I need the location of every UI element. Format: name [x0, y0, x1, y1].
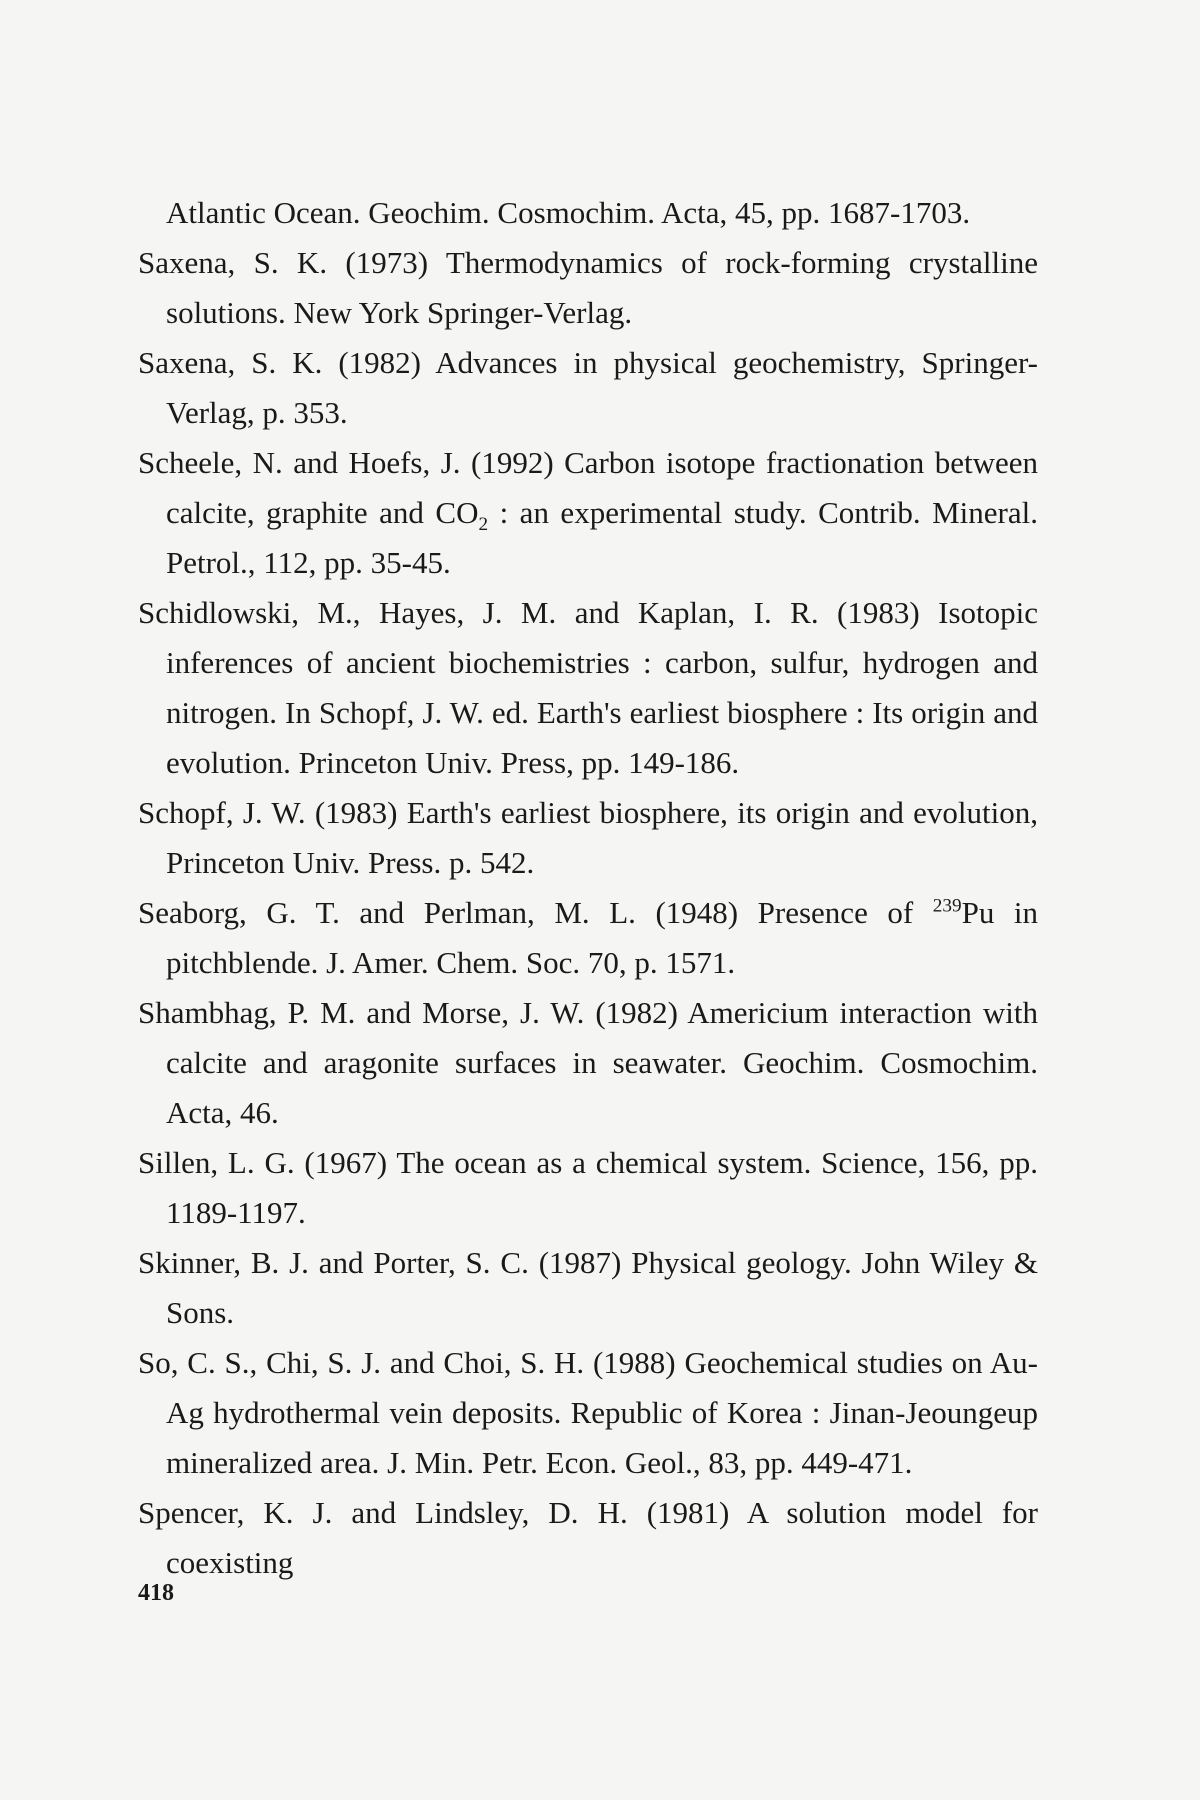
reference-entry — [138, 788, 1038, 888]
reference-text: Skinner, B. J. and Porter, S. C. (1987) Physical geology. John Wiley & Sons. — [138, 1245, 1038, 1330]
reference-text: Shambhag, P. M. and Morse, J. W. (1982) Americium interaction with calcite and aragonite surfaces in seawater. Geochim. Cosmochim. Acta, 46. — [138, 995, 1038, 1130]
reference-entry — [138, 1338, 1038, 1488]
reference-text: Saxena, S. K. (1982) Advances in physical geochemistry, Springer-Verlag, p. 353. — [138, 345, 1038, 430]
superscript-text: 239 — [932, 895, 962, 917]
reference-entry — [138, 988, 1038, 1138]
reference-text: Sillen, L. G. (1967) The ocean as a chemical system. Science, 156, pp. 1189-1197. — [138, 1145, 1038, 1230]
reference-entry — [138, 888, 1038, 988]
reference-list — [138, 188, 1038, 1588]
reference-text: Schidlowski, M., Hayes, J. M. and Kaplan, I. R. (1983) Isotopic inferences of ancient biochemistries : carbon, sulfur, hydrogen and nitrogen. In Schopf, J. W. ed. Earth's earliest biosphere : Its origin and evolution. Princeton Univ. Press, pp. 149-186. — [138, 595, 1038, 780]
reference-text-after: : an experimental study. Contrib. Mineral. Petrol., 112, pp. 35-45. — [166, 495, 1038, 580]
reference-entry — [138, 1488, 1038, 1588]
reference-text-before: Seaborg, G. T. and Perlman, M. L. (1948) Presence of — [138, 895, 933, 930]
reference-text: So, C. S., Chi, S. J. and Choi, S. H. (1988) Geochemical studies on Au-Ag hydrothermal vein deposits. Republic of Korea : Jinan-Jeoungeup mineralized area. J. Min. Petr. Econ. Geol., 83, pp. 449-471. — [138, 1345, 1038, 1480]
reference-text: Saxena, S. K. (1973) Thermodynamics of rock-forming crystalline solutions. New York Springer-Verlag. — [138, 245, 1038, 330]
reference-entry — [138, 1238, 1038, 1338]
reference-entry — [138, 1138, 1038, 1238]
reference-text: Atlantic Ocean. Geochim. Cosmochim. Acta, 45, pp. 1687-1703. — [166, 195, 971, 230]
page-number: 418 — [138, 1580, 174, 1606]
reference-entry — [138, 588, 1038, 788]
reference-entry — [138, 438, 1038, 588]
reference-text-after: Pu in pitchblende. J. Amer. Chem. Soc. 70, p. 1571. — [166, 895, 1039, 980]
reference-entry — [138, 338, 1038, 438]
reference-text: Spencer, K. J. and Lindsley, D. H. (1981) A solution model for coexisting — [138, 1495, 1038, 1580]
reference-text: Schopf, J. W. (1983) Earth's earliest biosphere, its origin and evolution, Princeton Univ. Press. p. 542. — [138, 795, 1038, 880]
reference-entry — [138, 238, 1038, 338]
reference-text-before: Scheele, N. and Hoefs, J. (1992) Carbon isotope fractionation between calcite, graphite and CO — [138, 445, 1038, 530]
reference-entry — [138, 188, 1038, 238]
subscript-text: 2 — [478, 514, 489, 536]
